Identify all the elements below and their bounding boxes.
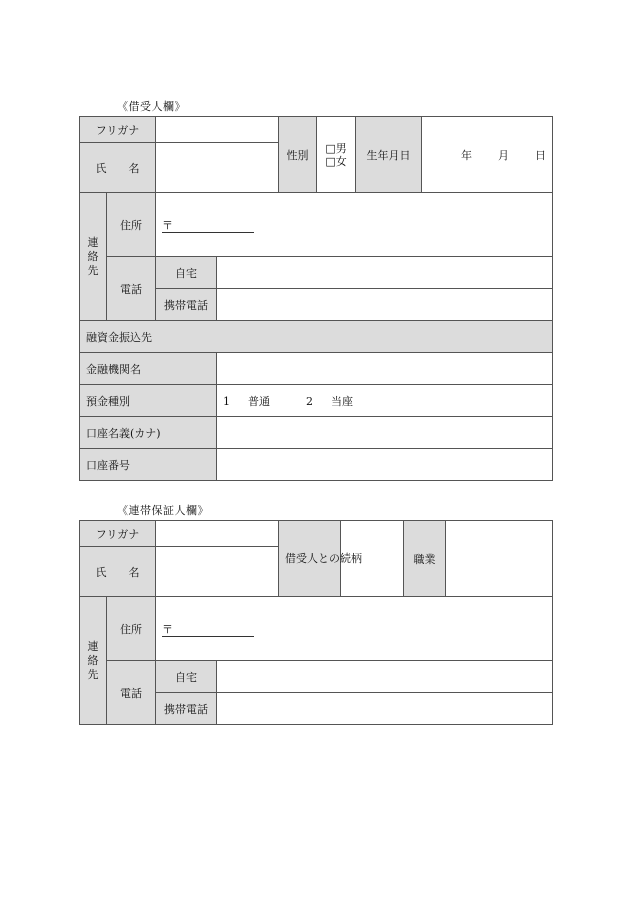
gender-female-checkbox[interactable]: □女 [325, 154, 347, 168]
borrower-home-phone-field[interactable] [217, 257, 553, 289]
deposit-opt1-num: 1 [223, 394, 231, 408]
guarantor-contact-label: 連絡先 [80, 597, 107, 725]
guarantor-name-label: 氏 名 [80, 547, 156, 597]
deposit-opt1-ordinary[interactable]: 普通 [248, 394, 271, 408]
deposit-opt2-num: 2 [306, 394, 314, 408]
deposit-type-label: 預金種別 [80, 385, 217, 417]
borrower-name-label: 氏 名 [80, 143, 156, 193]
borrower-heading: 《借受人欄》 [117, 100, 186, 113]
borrower-gender-options[interactable] [317, 117, 356, 193]
borrower-furigana-label: フリガナ [80, 117, 156, 143]
borrower-contact-label: 連絡先 [80, 193, 107, 321]
bank-section-label: 融資金振込先 [80, 321, 553, 353]
guarantor-address-label: 住所 [107, 597, 156, 661]
guarantor-heading: 《連帯保証人欄》 [117, 504, 209, 517]
guarantor-home-phone-field[interactable] [217, 661, 553, 693]
account-name-label: 口座名義(カナ) [80, 417, 217, 449]
guarantor-mobile-phone-field[interactable] [217, 693, 553, 725]
borrower-address-label: 住所 [107, 193, 156, 257]
borrower-birthdate-label: 生年月日 [356, 117, 422, 193]
guarantor-furigana-label: フリガナ [80, 521, 156, 547]
guarantor-occupation-label: 職業 [404, 521, 446, 597]
account-number-field[interactable] [217, 449, 553, 481]
guarantor-home-label: 自宅 [156, 661, 217, 693]
borrower-furigana-field[interactable] [156, 117, 279, 143]
zip-mark: 〒 [162, 219, 254, 233]
bank-name-label: 金融機関名 [80, 353, 217, 385]
zip-mark: 〒 [162, 623, 254, 637]
borrower-home-label: 自宅 [156, 257, 217, 289]
borrower-birthdate-field[interactable] [422, 117, 553, 193]
guarantor-address-field[interactable] [156, 597, 553, 661]
guarantor-mobile-label: 携帯電話 [156, 693, 217, 725]
birth-day-label: 日 [535, 148, 547, 162]
birth-month-label: 月 [498, 148, 510, 162]
borrower-form [79, 116, 553, 481]
guarantor-name-field[interactable] [156, 547, 279, 597]
borrower-address-field[interactable] [156, 193, 553, 257]
guarantor-occupation-field[interactable] [446, 521, 553, 597]
guarantor-form [79, 520, 553, 725]
borrower-phone-label: 電話 [107, 257, 156, 321]
borrower-gender-label: 性別 [279, 117, 317, 193]
bank-name-field[interactable] [217, 353, 553, 385]
deposit-type-options[interactable] [217, 385, 553, 417]
guarantor-relationship-label: 借受人との続柄 [279, 521, 341, 597]
borrower-mobile-phone-field[interactable] [217, 289, 553, 321]
deposit-opt2-current[interactable]: 当座 [331, 394, 354, 408]
account-name-field[interactable] [217, 417, 553, 449]
guarantor-furigana-field[interactable] [156, 521, 279, 547]
guarantor-phone-label: 電話 [107, 661, 156, 725]
birth-year-label: 年 [461, 148, 473, 162]
borrower-mobile-label: 携帯電話 [156, 289, 217, 321]
gender-male-checkbox[interactable]: □男 [325, 141, 347, 155]
borrower-name-field[interactable] [156, 143, 279, 193]
account-number-label: 口座番号 [80, 449, 217, 481]
